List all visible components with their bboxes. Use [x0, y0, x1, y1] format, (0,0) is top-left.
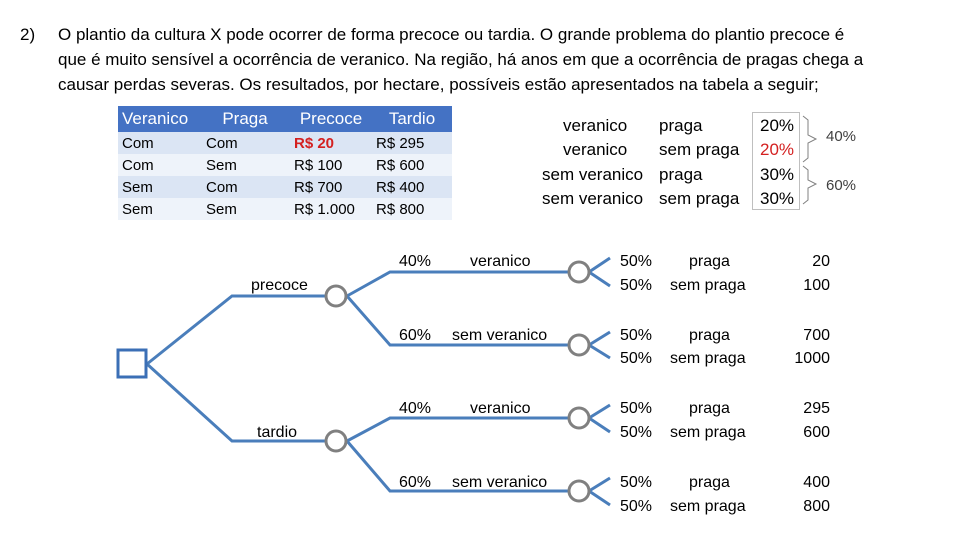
pest-prob: 50%: [620, 400, 653, 417]
pest-label: praga: [689, 474, 730, 491]
weather-prob: 40%: [399, 400, 432, 417]
payoff-value: 1000: [794, 350, 830, 367]
payoff-value: 20: [812, 253, 830, 270]
cell-veranico: Com: [118, 132, 200, 154]
chance-node: [569, 481, 589, 501]
cell-precoce: R$ 20: [290, 132, 372, 154]
branch-label-precoce: precoce: [251, 277, 308, 294]
cell-veranico: Com: [118, 154, 200, 176]
cell-praga: Com: [200, 132, 290, 154]
cell-praga: Sem: [200, 198, 290, 220]
bracket: [803, 116, 816, 162]
prob-pest: praga: [659, 116, 703, 135]
payoff-value: 600: [803, 424, 830, 441]
weather-label: sem veranico: [452, 474, 548, 491]
bracket: [803, 166, 816, 204]
tree-branch: [347, 418, 568, 441]
pest-label: praga: [689, 327, 730, 344]
question-line-1: O plantio da cultura X pode ocorrer de forma precoce ou tardia. O grande problema do plantio precoce é: [58, 25, 845, 44]
prob-pest: sem praga: [659, 189, 740, 208]
weather-prob: 60%: [399, 474, 432, 491]
chance-node: [569, 408, 589, 428]
tree-branch: [589, 405, 610, 432]
cell-praga: Sem: [200, 154, 290, 176]
pest-prob: 50%: [620, 424, 653, 441]
prob-weather: sem veranico: [542, 189, 644, 208]
tree-branch: [347, 272, 568, 296]
prob-weather: veranico: [563, 116, 628, 135]
bracket-label: 40%: [826, 128, 857, 145]
pest-label: sem praga: [670, 424, 746, 441]
question-line-2: que é muito sensível a ocorrência de veranico. Na região, há anos em que a ocorrência de pragas chega a: [58, 50, 864, 69]
payoff-value: 100: [803, 277, 830, 294]
weather-label: veranico: [470, 400, 531, 417]
weather-prob: 40%: [399, 253, 432, 270]
cell-precoce: R$ 100: [290, 154, 372, 176]
chance-node: [326, 286, 346, 306]
tree-branch: [589, 332, 610, 358]
header-precoce: Precoce: [290, 106, 372, 132]
cell-praga: Com: [200, 176, 290, 198]
payoff-value: 800: [803, 498, 830, 515]
tree-branch: [589, 478, 610, 505]
prob-percentage: 30%: [760, 189, 795, 208]
header-praga: Praga: [200, 106, 290, 132]
prob-percentage: 20%: [760, 140, 795, 159]
prob-weather: sem veranico: [542, 165, 644, 184]
chance-node: [569, 335, 589, 355]
header-tardio: Tardio: [372, 106, 452, 132]
branch-label-tardio: tardio: [257, 424, 298, 441]
prob-pest: praga: [659, 165, 703, 184]
pest-prob: 50%: [620, 350, 653, 367]
question-line-3: causar perdas severas. Os resultados, por hectare, possíveis estão apresentados na tabela a seguir;: [58, 75, 819, 94]
decision-node: [118, 350, 146, 377]
pest-label: praga: [689, 253, 730, 270]
tree-branch-precoce: [147, 296, 326, 364]
pest-prob: 50%: [620, 474, 653, 491]
pest-prob: 50%: [620, 327, 653, 344]
cell-veranico: Sem: [118, 198, 200, 220]
cell-tardio: R$ 295: [372, 132, 452, 154]
prob-percentage: 20%: [760, 116, 795, 135]
header-veranico: Veranico: [118, 106, 200, 132]
pest-prob: 50%: [620, 253, 653, 270]
chance-node: [569, 262, 589, 282]
weather-prob: 60%: [399, 327, 432, 344]
bracket-label: 60%: [826, 177, 857, 194]
weather-label: veranico: [470, 253, 531, 270]
cell-precoce: R$ 700: [290, 176, 372, 198]
chance-node: [326, 431, 346, 451]
tree-branch: [589, 258, 610, 286]
cell-tardio: R$ 400: [372, 176, 452, 198]
weather-label: sem veranico: [452, 327, 548, 344]
pest-label: sem praga: [670, 498, 746, 515]
payoff-value: 295: [803, 400, 830, 417]
prob-weather: veranico: [563, 140, 628, 159]
cell-precoce: R$ 1.000: [290, 198, 372, 220]
question-number: 2): [20, 25, 36, 44]
prob-percentage: 30%: [760, 165, 795, 184]
payoff-value: 700: [803, 327, 830, 344]
pest-prob: 50%: [620, 498, 653, 515]
pest-prob: 50%: [620, 277, 653, 294]
tree-branch-tardio: [147, 364, 326, 441]
cell-veranico: Sem: [118, 176, 200, 198]
payoff-value: 400: [803, 474, 830, 491]
pest-label: praga: [689, 400, 730, 417]
pest-label: sem praga: [670, 350, 746, 367]
pest-label: sem praga: [670, 277, 746, 294]
cell-tardio: R$ 600: [372, 154, 452, 176]
cell-tardio: R$ 800: [372, 198, 452, 220]
prob-pest: sem praga: [659, 140, 740, 159]
